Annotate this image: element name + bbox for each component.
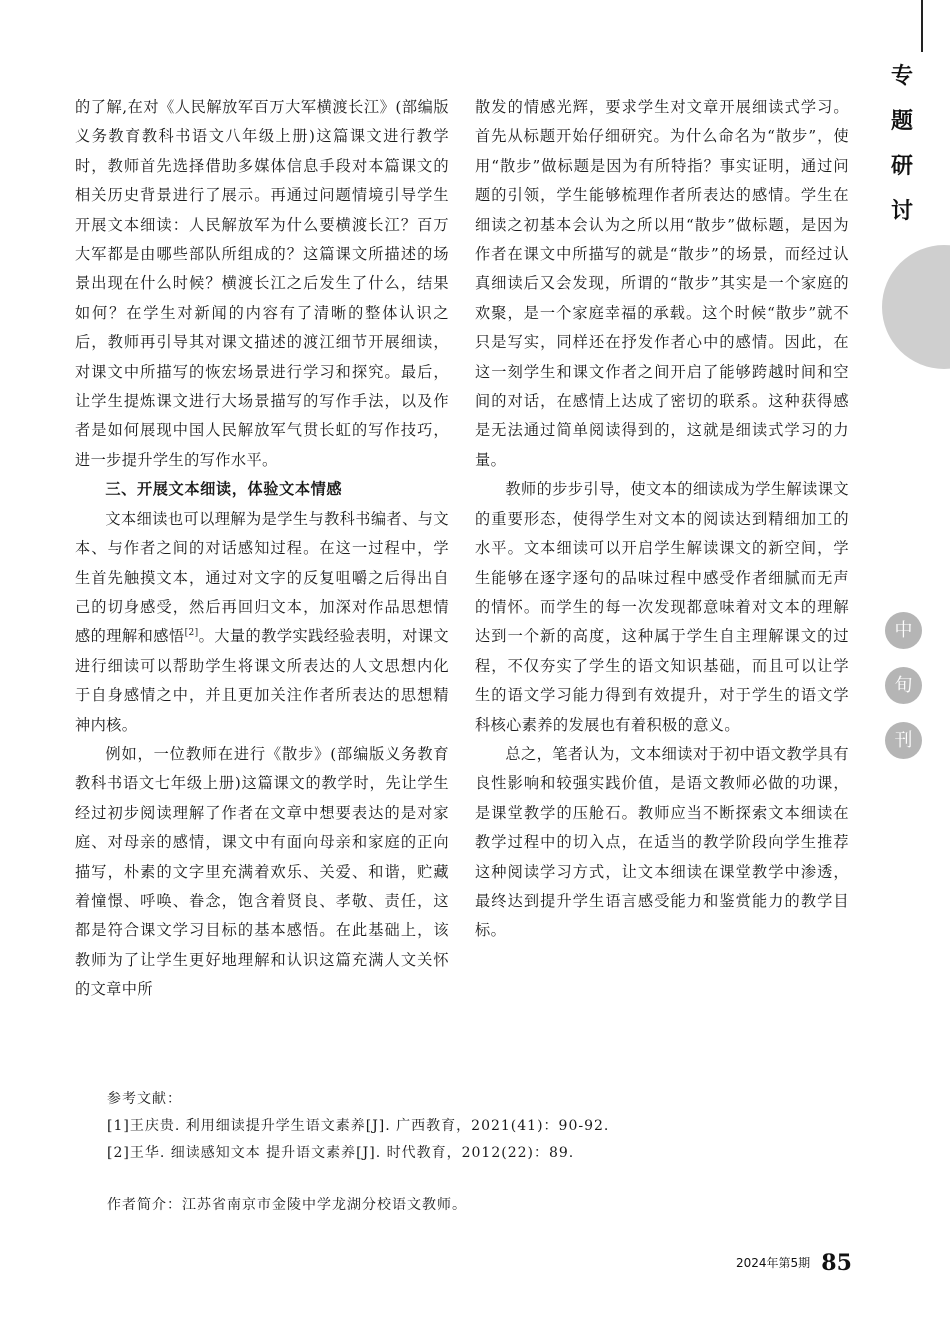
reference-item: [1]王庆贵. 利用细读提升学生语文素养[J]. 广西教育，2021(41)：90-92.: [107, 1118, 610, 1134]
page-footer: [736, 1250, 852, 1276]
references-heading: 参考文献：: [107, 1091, 182, 1107]
sidebar-rule: [921, 0, 923, 52]
body-paragraph: 总之，笔者认为，文本细读对于初中语文教学具有良性影响和较强实践价值，是语文教师必做的功课，是课堂教学的压舱石。教师应当不断探索文本细读在教学过程中的切入点，在适当的教学阶段向学生推荐这种阅读学习方式，让文本细读在课堂教学中渗透，最终达到提升学生语言感受能力和鉴赏能力的教学目标。: [475, 744, 849, 940]
body-paragraph: [75, 505, 449, 740]
paragraph-text: 文本细读也可以理解为是学生与教科书编者、与文本、与作者之间的对话感知过程。在这一过程中，学生首先触摸文本，通过对文字的反复咀嚼之后得出自己的切身感受，然后再回归文本，加深对作品思想情感的理解和感悟: [75, 509, 449, 646]
journal-name-char: 刊: [885, 722, 922, 759]
reference-item: [2]王华. 细读感知文本 提升语文素养[J]. 时代教育，2012(22)：89.: [107, 1145, 575, 1161]
references: [107, 1086, 807, 1167]
citation-marker: [2]: [184, 628, 199, 639]
section-title-char: 研: [890, 154, 913, 179]
section-heading: 三、开展文本细读，体验文本情感: [105, 480, 343, 499]
page-number: 85: [821, 1250, 852, 1276]
decorative-half-circle: [882, 245, 950, 369]
left-column: [75, 93, 449, 1005]
body-paragraph: 的了解,在对《人民解放军百万大军横渡长江》(部编版义务教育教科书语文八年级上册)这篇课文进行教学时，教师首先选择借助多媒体信息手段对本篇课文的相关历史背景进行了展示。再通过问题情境引导学生开展文本细读：人民解放军为什么要横渡长江？百万大军都是由哪些部队所组成的？这篇课文所描述的场景出现在什么时候？横渡长江之后发生了什么，结果如何？在学生对新闻的内容有了清晰的整体认识之后，教师再引导其对课文描述的渡江细节开展细读，对课文中所描写的恢宏场景进行学习和探究。最后，让学生提炼课文进行大场景描写的写作手法，以及作者是如何展现中国人民解放军气贯长虹的写作技巧，进一步提升学生的写作水平。: [75, 98, 449, 469]
journal-name-char: 旬: [885, 667, 922, 704]
body-paragraph: 教师的步步引导，使文本的细读成为学生解读课文的重要形态，使得学生对文本的阅读达到精细加工的水平。文本细读可以开启学生解读课文的新空间，学生能够在逐字逐句的品味过程中感受作者细腻而无声的情怀。而学生的每一次发现都意味着对文本的理解达到一个新的高度，这种属于学生自主理解课文的过程，不仅夯实了学生的语文知识基础，而且可以让学生的语文学习能力得到有效提升，对于学生的语文学科核心素养的发展也有着积极的意义。: [475, 480, 849, 734]
body-paragraph: 散发的情感光辉，要求学生对文章开展细读式学习。首先从标题开始仔细研究。为什么命名为“散步”，使用“散步”做标题是因为有所特指？事实证明，通过问题的引领，学生能够梳理作者所表达的感情。学生在细读之初基本会认为之所以用“散步”做标题，是因为作者在课文中所描写的就是“散步”的场景，而经过认真细读后又会发现，所谓的“散步”其实是一个家庭的欢聚，是一个家庭幸福的承载。这个时候“散步”就不只是写实，同样还在抒发作者心中的感情。因此，在这一刻学生和课文作者之间开启了能够跨越时间和空间的对话，在感情上达成了密切的联系。这种获得感是无法通过简单阅读得到的，这就是细读式学习的力量。: [475, 98, 849, 469]
right-column: [475, 93, 849, 946]
paragraph-text: 。大量的教学实践经验表明，对课文进行细读可以帮助学生将课文所表达的人文思想内化于自身感情之中，并且更加关注作者所表达的思想精神内核。: [75, 627, 449, 734]
section-title-char: 讨: [890, 199, 913, 224]
section-title-char: 专: [890, 64, 913, 89]
section-title-char: 题: [890, 109, 913, 134]
issue-label: 2024年第5期: [736, 1256, 811, 1270]
author-note: 作者简介：江苏省南京市金陵中学龙湖分校语文教师。: [107, 1197, 467, 1213]
journal-name-badges: [885, 612, 923, 777]
journal-name-char: 中: [885, 612, 922, 649]
body-paragraph: 例如，一位教师在进行《散步》(部编版义务教育教科书语文七年级上册)这篇课文的教学时，先让学生经过初步阅读理解了作者在文章中想要表达的是对家庭、对母亲的感情，课文中有面向母亲和家庭的正向描写，朴素的文字里充满着欢乐、关爱、和谐，贮藏着憧憬、呼唤、眷念，饱含着贤良、孝敬、责任，这都是符合课文学习目标的基本感悟。在此基础上，该教师为了让学生更好地理解和认识这篇充满人文关怀的文章中所: [75, 744, 449, 999]
section-title-vertical: [884, 54, 920, 234]
